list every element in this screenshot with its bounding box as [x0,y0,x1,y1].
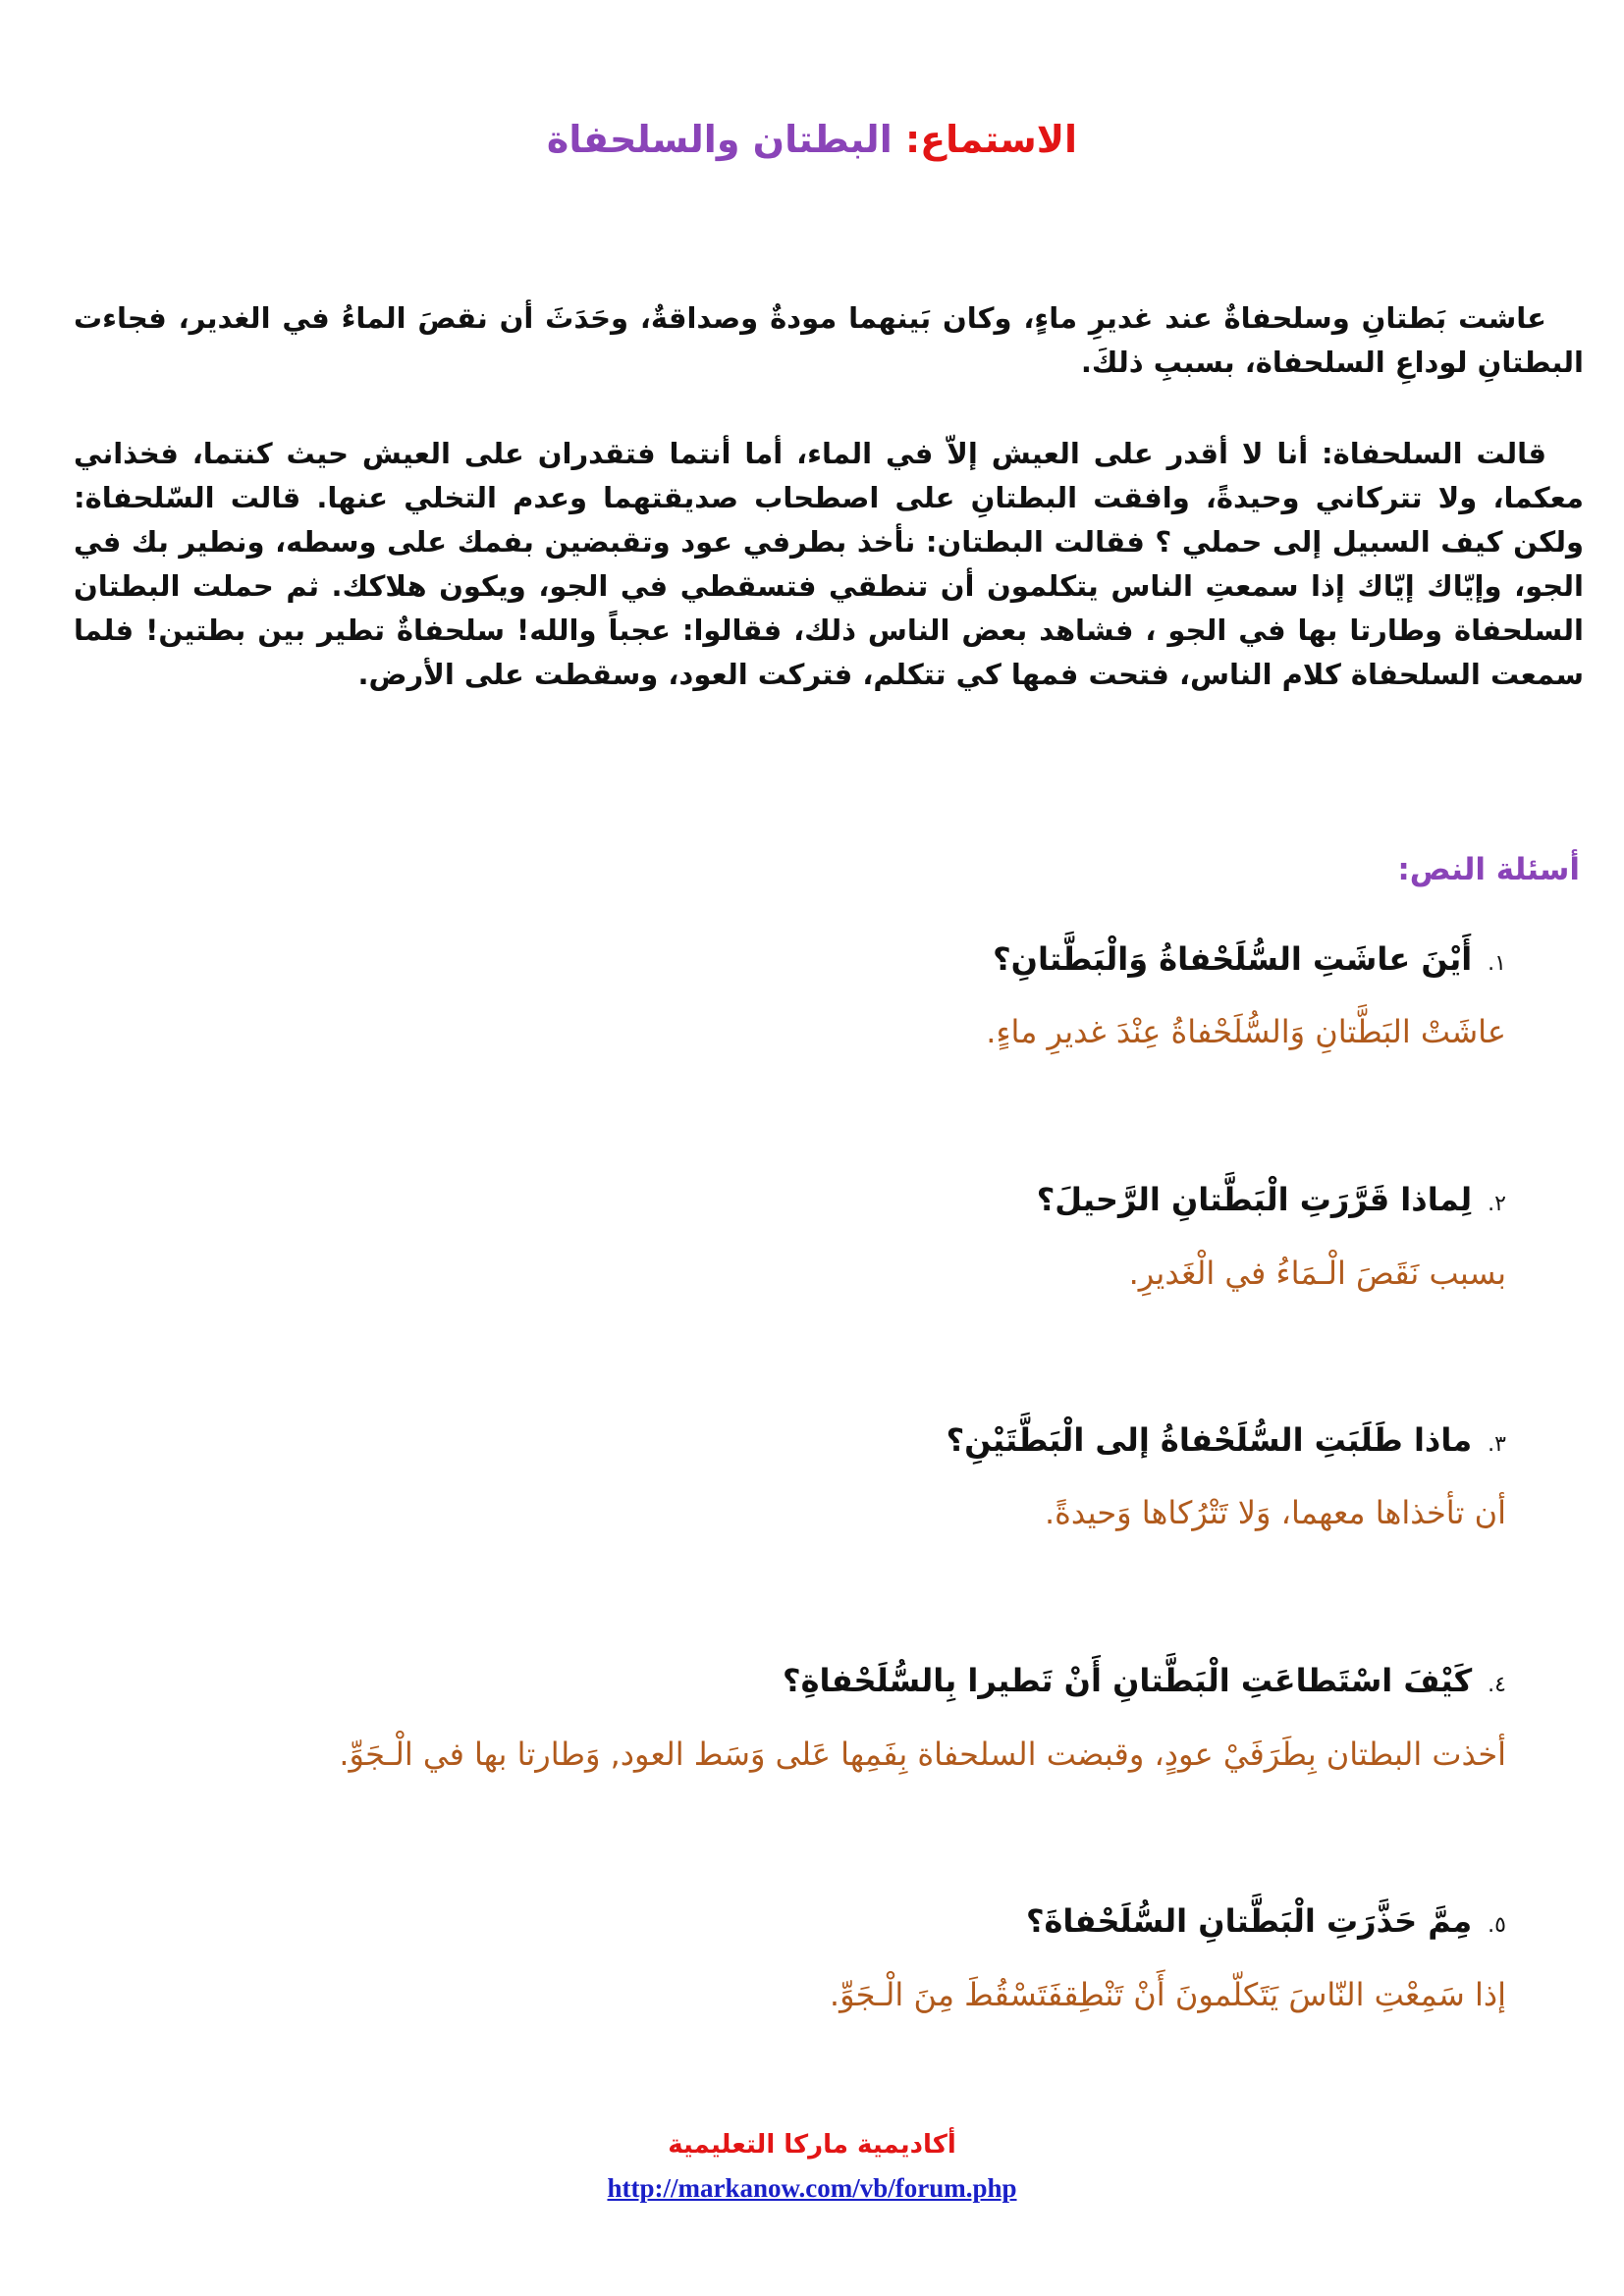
question-text: كَيْفَ اسْتَطاعَتِ الْبَطَّتانِ أَنْ تَطيرا بِالسُّلَحْفاةِ؟ [783,1662,1473,1699]
footer-academy-name: أكاديمية ماركا التعليمية [668,2130,956,2160]
title-text: البطتان والسلحفاة [546,118,893,161]
footer-forum-link[interactable]: http://markanow.com/vb/forum.php [607,2173,1017,2203]
questions-heading: أسئلة النص: [1397,852,1580,887]
answer-5: إذا سَمِعْتِ النّاسَ يَتَكلّمونَ أَنْ تَنْطِقفَتَسْقُطَ مِنَ الْـجَوِّ. [829,1976,1506,2013]
question-text: مِمَّ حَذَّرَتِ الْبَطَّتانِ السُّلَحْفاةَ؟ [1025,1902,1473,1940]
story-paragraph-2-text: قالت السلحفاة: أنا لا أقدر على العيش إلاّ في الماء، أما أنتما فتقدران على العيش حيث كنتما، فخذاني معكما، ولا تتركاني وحيدةً، وافقت البطتانِ على اصطحاب صديقتهما وعدم التخلي عنها. قالت السّلحفاة: ولكن كيف السبيل إلى حملي ؟ فقالت البطتان: نأخذ بطرفي عود وتقبضين بفمك على وسطه، ونطير بك في الجو، وإيّاك إيّاك إذا سمعتِ الناس يتكلمون أن تنطقي فتسقطي في الجو، ويكون هلاكك. ثم حملت البطتان السلحفاة وطارتا بها في الجو ، فشاهد بعض الناس ذلك، فقالوا: عجباً والله! سلحفاةٌ تطير بين بطتين! فلما سمعت السلحفاة كلام الناس، فتحت فمها كي تتكلم، فتركت العود، وسقطت على الأرض. [74,437,1584,691]
story-paragraph-2 [74,432,1584,697]
question-2 [1037,1181,1506,1218]
question-number: ٣. [1488,1432,1506,1457]
answer-3: أن تأخذاها معهما، وَلا تَتْرُكاها وَحيدةً. [1044,1494,1506,1531]
question-number: ٢. [1488,1192,1506,1216]
question-text: ماذا طَلَبَتِ السُّلَحْفاةُ إلى الْبَطَّتَيْنِ؟ [946,1421,1473,1459]
question-number: ٥. [1488,1913,1506,1938]
question-number: ٤. [1488,1673,1506,1697]
answer-4: أخذت البطتان بِطَرَفَيْ عودٍ، وقبضت السلحفاة بِفَمِها عَلى وَسَط العود, وَطارتا بها في الْـجَوِّ. [339,1735,1506,1773]
question-number: ١. [1488,951,1506,976]
question-3 [947,1421,1506,1459]
question-4 [783,1662,1506,1699]
question-5 [1026,1902,1506,1940]
title-label: الاستماع: [904,118,1078,161]
answer-2: بسبب نَقَصَ الْـمَاءُ في الْغَديرِ. [1128,1255,1506,1292]
answer-1: عاشَتْ البَطَّتانِ وَالسُّلَحْفاةُ عِنْدَ غديرِ ماءٍ. [986,1013,1506,1050]
question-text: لِماذا قَرَّرَتِ الْبَطَّتانِ الرَّحيلَ؟ [1036,1181,1473,1218]
story-paragraph-1-text: عاشت بَطتانِ وسلحفاةٌ عند غديرِ ماءٍ، وكان بَينهما مودةٌ وصداقةٌ، وحَدَثَ أن نقصَ الماءُ في الغدير، فجاءت البطتانِ لوداعِ السلحفاة، بسببِ ذلكَ. [74,301,1584,379]
page-title [0,116,1624,164]
question-text: أَيْنَ عاشَتِ السُّلَحْفاةُ وَالْبَطَّتانِ؟ [993,940,1473,978]
story-paragraph-1 [74,296,1584,385]
question-1 [993,940,1506,978]
